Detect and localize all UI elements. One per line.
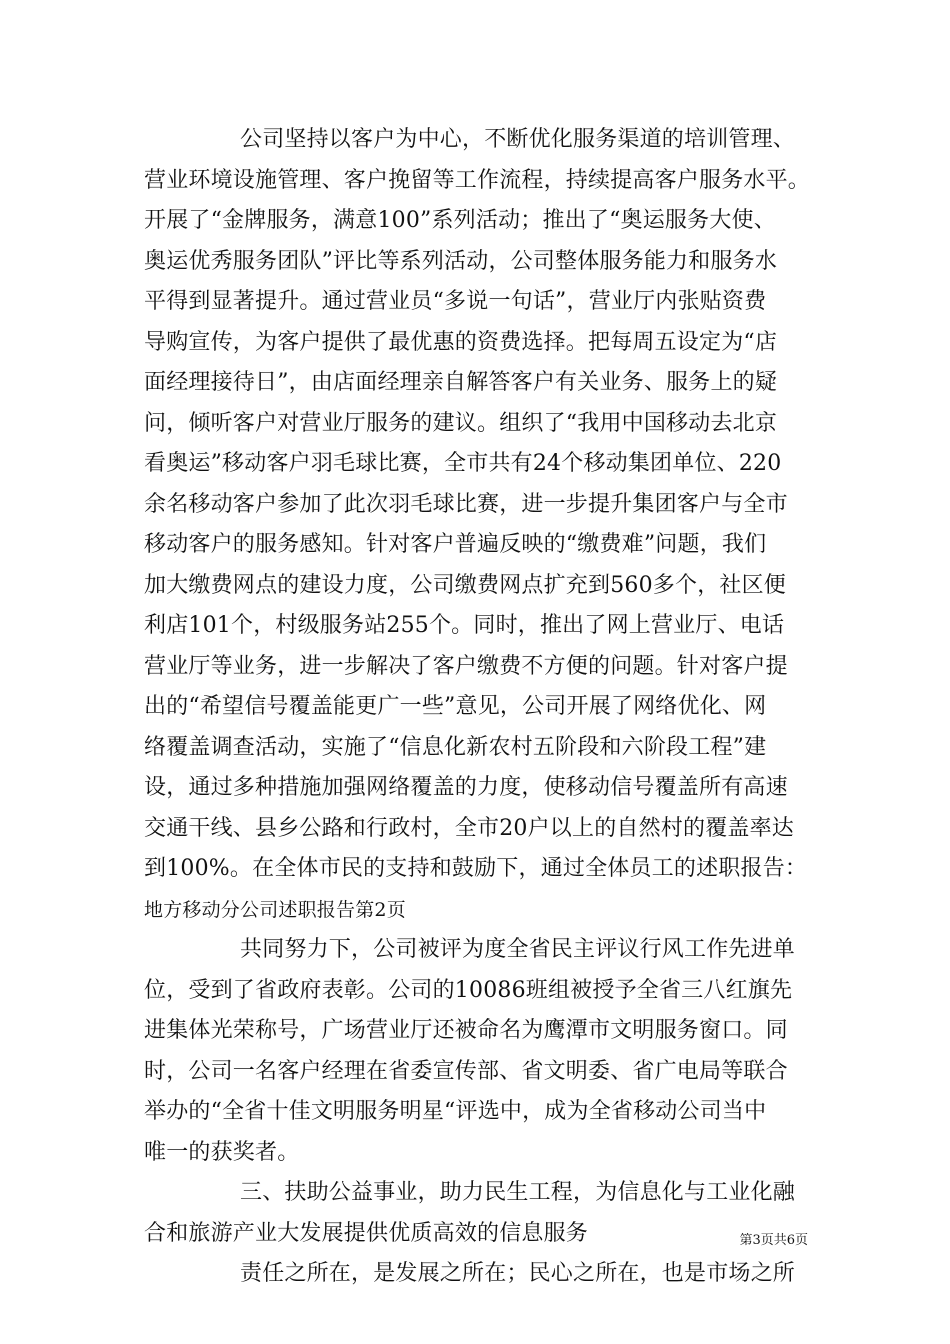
- text-line: 问，倾听客户对营业厅服务的建议。组织了“我用中国移动去北京: [144, 410, 778, 436]
- text-line: 公司坚持以客户为中心，不断优化服务渠道的培训管理、: [240, 127, 796, 152]
- text-line: 看奥运”移动客户羽毛球比赛，全市共有24个移动集团单位、220: [144, 451, 782, 476]
- text-line: 位，受到了省政府表彰。公司的10086班组被授予全省三八红旗先: [144, 977, 793, 1003]
- text-line: 平得到显著提升。通过营业员“多说一句话”，营业厅内张贴资费: [144, 289, 767, 314]
- text-line: 出的“希望信号覆盖能更广一些”意见，公司开展了网络优化、网: [144, 694, 767, 719]
- text-line: 时，公司一名客户经理在省委宣传部、省文明委、省广电局等联合: [144, 1058, 788, 1084]
- page-marker: 地方移动分公司述职报告第2页: [144, 898, 406, 921]
- paragraph-honors: [144, 930, 804, 1173]
- page-number: 第3页共6页: [739, 1233, 808, 1248]
- text-line: 到100%。在全体市民的支持和鼓励下，通过全体员工的述职报告：: [144, 856, 808, 881]
- text-line: 设，通过多种措施加强网络覆盖的力度，使移动信号覆盖所有高速: [144, 775, 788, 800]
- heading-line: 合和旅游产业大发展提供优质高效的信息服务: [144, 1220, 589, 1246]
- text-line: 络覆盖调查活动，实施了“信息化新农村五阶段和六阶段工程”建: [144, 734, 767, 760]
- text-line: 导购宣传，为客户提供了最优惠的资费选择。把每周五设定为“店: [144, 329, 778, 355]
- text-line: 举办的“全省十佳文明服务明星“评选中，成为全省移动公司当中: [144, 1099, 767, 1124]
- text-line: 面经理接待日”，由店面经理亲自解答客户有关业务、服务上的疑: [144, 370, 778, 395]
- text-line: 责任之所在，是发展之所在；民心之所在，也是市场之所: [240, 1261, 796, 1286]
- text-line: 唯一的获奖者。: [144, 1139, 300, 1165]
- text-line: 营业厅等业务，进一步解决了客户缴费不方便的问题。针对客户提: [144, 653, 788, 679]
- text-line: 余名移动客户参加了此次羽毛球比赛，进一步提升集团客户与全市: [144, 491, 788, 517]
- text-line: 营业环境设施管理、客户挽留等工作流程，持续提高客户服务水平。: [144, 167, 811, 193]
- text-line: 交通干线、县乡公路和行政村，全市20户以上的自然村的覆盖率达: [144, 815, 794, 841]
- text-line: 利店101个，村级服务站255个。同时，推出了网上营业厅、电话: [144, 613, 785, 638]
- heading-line: 三、扶助公益事业，助力民生工程，为信息化与工业化融: [240, 1180, 796, 1205]
- text-line: 奥运优秀服务团队”评比等系列活动，公司整体服务能力和服务水: [144, 248, 778, 274]
- paragraph-customer-service: [144, 120, 811, 890]
- text-line: 加大缴费网点的建设力度，公司缴费网点扩充到560多个，社区便: [144, 572, 786, 598]
- text-line: 进集体光荣称号，广场营业厅还被命名为鹰潭市文明服务窗口。同: [144, 1018, 788, 1043]
- text-line: 移动客户的服务感知。针对客户普遍反映的“缴费难”问题，我们: [144, 532, 767, 557]
- text-line: 开展了“金牌服务，满意100”系列活动；推出了“奥运服务大使、: [144, 208, 776, 233]
- paragraph-responsibility: [144, 1254, 804, 1295]
- document-body: [144, 120, 811, 1295]
- text-line: 共同努力下，公司被评为度全省民主评议行风工作先进单: [240, 937, 796, 962]
